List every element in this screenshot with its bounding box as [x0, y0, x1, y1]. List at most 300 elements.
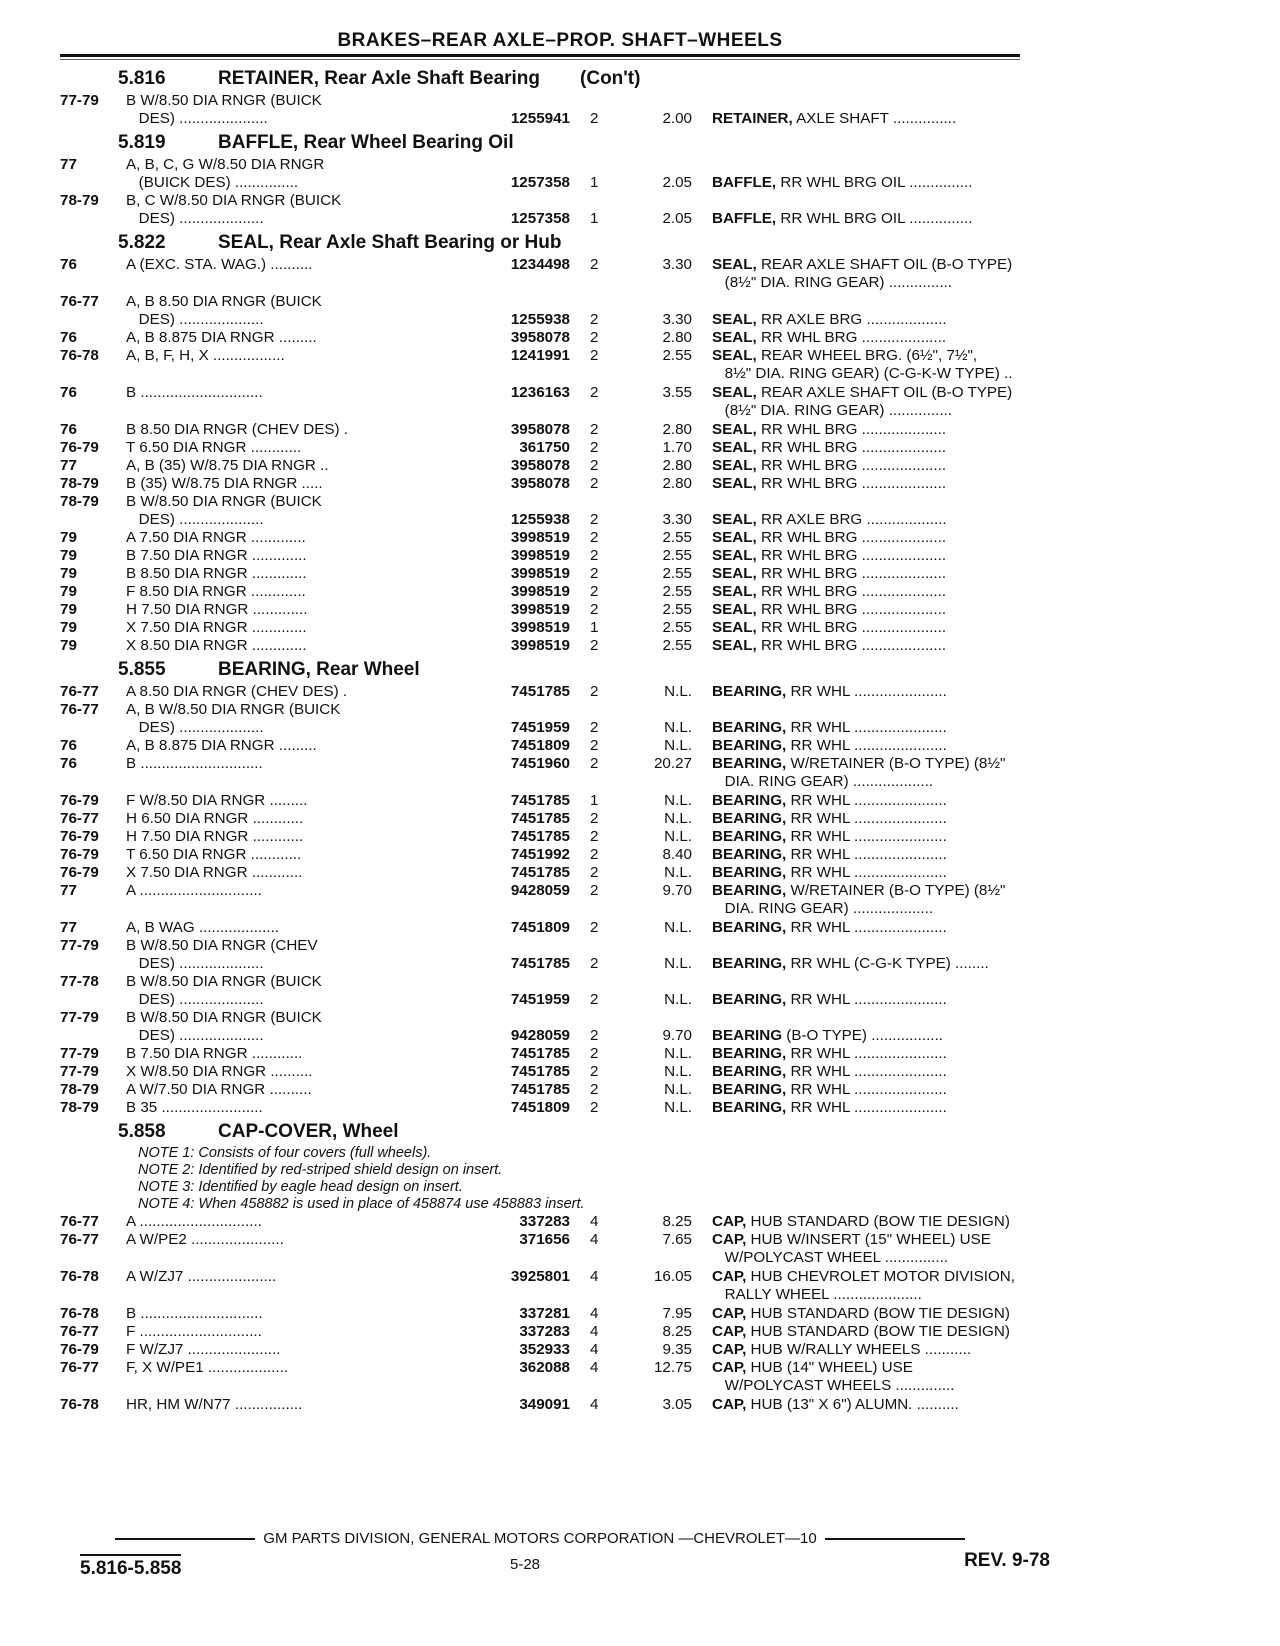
part-number: 361750: [519, 439, 570, 456]
application: A W/7.50 DIA RNGR ..........: [126, 1081, 312, 1098]
part-row: [60, 792, 1020, 810]
part-name-detail: RR WHL (C-G-K TYPE) ........: [786, 955, 989, 972]
model-year: 78-79: [60, 1081, 99, 1098]
part-name: [712, 402, 1084, 420]
part-name-detail: RR WHL ......................: [786, 810, 947, 827]
quantity: 2: [590, 110, 599, 127]
part-name-detail: W/POLYCAST WHEEL ...............: [712, 1249, 949, 1266]
part-row: [60, 365, 1020, 384]
application: A, B W/8.50 DIA RNGR (BUICK: [126, 701, 341, 718]
application: B 8.50 DIA RNGR .............: [126, 565, 307, 582]
application: F 8.50 DIA RNGR .............: [126, 583, 306, 600]
part-row: [60, 174, 1020, 192]
part-name-detail: RR AXLE BRG ...................: [756, 511, 947, 528]
model-year: 76-79: [60, 792, 99, 809]
application: A, B 8.50 DIA RNGR (BUICK: [126, 293, 322, 310]
part-row: [60, 457, 1020, 475]
part-row: [60, 475, 1020, 493]
model-year: 78-79: [60, 192, 99, 209]
part-name-key: SEAL,: [712, 583, 757, 600]
price: 3.30: [662, 311, 692, 328]
part-name: [712, 110, 1084, 128]
model-year: 76: [60, 737, 77, 754]
part-row: [60, 529, 1020, 547]
model-year: 76-78: [60, 347, 99, 364]
part-row: [60, 439, 1020, 457]
price: 2.55: [662, 529, 692, 546]
price: 3.30: [662, 256, 692, 273]
part-name-detail: HUB STANDARD (BOW TIE DESIGN): [746, 1213, 1010, 1230]
model-year: 77-79: [60, 1045, 99, 1062]
price: N.L.: [664, 810, 692, 827]
part-number: 1257358: [510, 210, 570, 227]
price: 2.55: [662, 547, 692, 564]
footer-page-number: 5-28: [510, 1556, 541, 1573]
part-row: [60, 919, 1020, 937]
application: X W/8.50 DIA RNGR ..........: [126, 1063, 313, 1080]
model-year: 76: [60, 256, 77, 273]
part-name-key: BEARING,: [712, 828, 787, 845]
quantity: 2: [590, 311, 599, 328]
part-name: [712, 475, 1084, 493]
section-continued: (Con't): [580, 68, 641, 89]
quantity: 2: [590, 329, 599, 346]
section-title: CAP-COVER, Wheel: [218, 1121, 399, 1142]
price: 3.05: [662, 1396, 692, 1413]
quantity: 2: [590, 637, 599, 654]
part-name-detail: HUB CHEVROLET MOTOR DIVISION,: [746, 1268, 1015, 1285]
part-number: 7451785: [510, 683, 570, 700]
part-name-detail: (B-O TYPE) .................: [782, 1027, 943, 1044]
part-name: [712, 174, 1084, 192]
model-year: 76-79: [60, 439, 99, 456]
application: A W/PE2 ......................: [126, 1231, 284, 1248]
application: DES) ....................: [126, 991, 264, 1008]
part-row: [60, 92, 1020, 110]
part-number: 3998519: [510, 583, 570, 600]
part-number: 1255938: [510, 511, 570, 528]
part-row: [60, 1268, 1020, 1286]
part-name: [712, 991, 1084, 1009]
price: N.L.: [664, 1063, 692, 1080]
part-name-detail: HUB (13" X 6") ALUMN. ..........: [746, 1396, 959, 1413]
part-name: [712, 565, 1084, 583]
part-row: [60, 293, 1020, 311]
model-year: 76-79: [60, 828, 99, 845]
part-name-key: BEARING,: [712, 1099, 787, 1116]
part-row: [60, 828, 1020, 846]
model-year: 77-79: [60, 92, 99, 109]
price: N.L.: [664, 1099, 692, 1116]
section-title: BAFFLE, Rear Wheel Bearing Oil: [218, 132, 514, 153]
part-number: 7451809: [510, 737, 570, 754]
part-name: [712, 210, 1084, 228]
part-name-key: BEARING,: [712, 991, 787, 1008]
section-number: 5.816: [118, 68, 166, 89]
price: 2.55: [662, 601, 692, 618]
model-year: 76-77: [60, 1213, 99, 1230]
application: DES) ....................: [126, 1027, 264, 1044]
part-name: [712, 311, 1084, 329]
part-name: [712, 1323, 1084, 1341]
price: 2.55: [662, 619, 692, 636]
part-row: [60, 493, 1020, 511]
part-name: [712, 828, 1084, 846]
application: X 7.50 DIA RNGR ............: [126, 864, 303, 881]
price: 20.27: [653, 755, 692, 772]
part-name: [712, 773, 1084, 791]
part-name-key: BEARING,: [712, 737, 787, 754]
price: 2.80: [662, 421, 692, 438]
part-row: [60, 1231, 1020, 1249]
part-number: 337281: [519, 1305, 570, 1322]
model-year: 77: [60, 882, 77, 899]
part-name-key: SEAL,: [712, 511, 757, 528]
part-name-key: SEAL,: [712, 347, 757, 364]
part-row: [60, 311, 1020, 329]
part-name-detail: RR WHL BRG OIL ...............: [776, 210, 973, 227]
quantity: 2: [590, 683, 599, 700]
section-heading: [60, 130, 1020, 156]
section-heading: [60, 1119, 1020, 1145]
part-row: [60, 1377, 1020, 1396]
part-name-key: CAP,: [712, 1305, 747, 1322]
part-name: [712, 1045, 1084, 1063]
price: 2.55: [662, 583, 692, 600]
part-row: [60, 737, 1020, 755]
section-heading: [60, 657, 1020, 683]
part-name: [712, 547, 1084, 565]
part-number: 7451785: [510, 864, 570, 881]
application: B (35) W/8.75 DIA RNGR .....: [126, 475, 323, 492]
part-row: [60, 1099, 1020, 1117]
part-row: [60, 583, 1020, 601]
application: X 7.50 DIA RNGR .............: [126, 619, 307, 636]
part-number: 7451992: [510, 846, 570, 863]
application: A .............................: [126, 1213, 262, 1230]
model-year: 77: [60, 156, 77, 173]
part-number: 1257358: [510, 174, 570, 191]
part-name-detail: RR WHL ......................: [786, 1045, 947, 1062]
part-name: [712, 864, 1084, 882]
part-row: [60, 955, 1020, 973]
application: F W/ZJ7 ......................: [126, 1341, 281, 1358]
part-name-key: BEARING,: [712, 919, 787, 936]
part-row: [60, 547, 1020, 565]
part-row: [60, 1249, 1020, 1268]
page-footer: [60, 1530, 1050, 1579]
part-name-key: SEAL,: [712, 329, 757, 346]
part-name-detail: DIA. RING GEAR) ...................: [712, 900, 934, 917]
price: 2.00: [662, 110, 692, 127]
footer-rule-left: [115, 1538, 255, 1540]
part-number: 352933: [519, 1341, 570, 1358]
quantity: 2: [590, 511, 599, 528]
model-year: 76-78: [60, 1268, 99, 1285]
footer-section-range: 5.816-5.858: [80, 1554, 181, 1580]
part-row: [60, 1286, 1020, 1305]
quantity: 2: [590, 991, 599, 1008]
part-name: [712, 792, 1084, 810]
part-name-detail: RR WHL BRG ....................: [756, 475, 947, 492]
quantity: 4: [590, 1268, 599, 1285]
part-row: [60, 210, 1020, 228]
part-row: [60, 719, 1020, 737]
part-name-detail: RR WHL ......................: [786, 1063, 947, 1080]
part-name-key: BEARING,: [712, 1081, 787, 1098]
section-number: 5.822: [118, 232, 166, 253]
part-row: [60, 1359, 1020, 1377]
part-number: 7451785: [510, 955, 570, 972]
part-name: [712, 1231, 1084, 1249]
part-row: [60, 1305, 1020, 1323]
part-number: 7451959: [510, 719, 570, 736]
application: DES) ....................: [126, 210, 264, 227]
application: F W/8.50 DIA RNGR .........: [126, 792, 308, 809]
part-name-detail: REAR WHEEL BRG. (6½", 7½",: [756, 347, 978, 364]
part-name: [712, 810, 1084, 828]
part-name: [712, 737, 1084, 755]
price: 8.25: [662, 1213, 692, 1230]
section-title: RETAINER, Rear Axle Shaft Bearing: [218, 68, 541, 89]
part-name: [712, 365, 1084, 383]
application: H 7.50 DIA RNGR .............: [126, 601, 308, 618]
price: 12.75: [653, 1359, 692, 1376]
part-name-detail: (8½" DIA. RING GEAR) ...............: [712, 402, 952, 419]
part-name-key: BEARING,: [712, 810, 787, 827]
part-name-key: RETAINER,: [712, 110, 793, 127]
part-name-key: SEAL,: [712, 475, 757, 492]
application: A 7.50 DIA RNGR .............: [126, 529, 306, 546]
part-name-detail: HUB STANDARD (BOW TIE DESIGN): [746, 1323, 1010, 1340]
part-row: [60, 565, 1020, 583]
part-name: [712, 529, 1084, 547]
footer-revision: REV. 9-78: [964, 1550, 1050, 1571]
quantity: 2: [590, 439, 599, 456]
part-name-detail: HUB W/INSERT (15" WHEEL) USE: [746, 1231, 991, 1248]
model-year: 77-79: [60, 937, 99, 954]
model-year: 76-77: [60, 1323, 99, 1340]
quantity: 2: [590, 955, 599, 972]
application: F, X W/PE1 ...................: [126, 1359, 289, 1376]
part-name: [712, 457, 1084, 475]
part-name: [712, 955, 1084, 973]
part-row: [60, 110, 1020, 128]
part-number: 3998519: [510, 637, 570, 654]
part-number: 7451785: [510, 828, 570, 845]
part-name-key: BAFFLE,: [712, 174, 777, 191]
application: B W/8.50 DIA RNGR (BUICK: [126, 1009, 322, 1026]
application: A, B, F, H, X .................: [126, 347, 285, 364]
part-name: [712, 637, 1084, 655]
quantity: 2: [590, 1099, 599, 1116]
part-name-key: SEAL,: [712, 384, 757, 401]
part-number: 337283: [519, 1213, 570, 1230]
part-name-key: SEAL,: [712, 601, 757, 618]
part-name: [712, 421, 1084, 439]
price: 9.70: [662, 882, 692, 899]
model-year: 79: [60, 529, 77, 546]
part-name: [712, 1213, 1084, 1231]
quantity: 2: [590, 1045, 599, 1062]
model-year: 79: [60, 565, 77, 582]
part-number: 9428059: [510, 882, 570, 899]
price: N.L.: [664, 1081, 692, 1098]
part-row: [60, 601, 1020, 619]
part-name-detail: RR WHL BRG ....................: [756, 547, 947, 564]
part-name: [712, 274, 1084, 292]
model-year: 76-79: [60, 846, 99, 863]
part-name: [712, 1305, 1084, 1323]
quantity: 4: [590, 1213, 599, 1230]
application: F .............................: [126, 1323, 262, 1340]
price: 1.70: [662, 439, 692, 456]
price: 2.55: [662, 347, 692, 364]
parts-catalog-page: [60, 30, 1020, 1414]
part-name-key: BEARING,: [712, 1063, 787, 1080]
sections-container: [60, 66, 1020, 1414]
part-name-key: SEAL,: [712, 256, 757, 273]
part-name-detail: (8½" DIA. RING GEAR) ...............: [712, 274, 952, 291]
part-name-key: CAP,: [712, 1341, 747, 1358]
model-year: 78-79: [60, 475, 99, 492]
part-name-detail: RR WHL BRG ....................: [756, 583, 947, 600]
part-number: 7451785: [510, 792, 570, 809]
part-row: [60, 347, 1020, 365]
part-name: [712, 583, 1084, 601]
part-name-detail: RR AXLE BRG ...................: [756, 311, 947, 328]
part-row: [60, 156, 1020, 174]
application: H 7.50 DIA RNGR ............: [126, 828, 304, 845]
part-number: 3925801: [510, 1268, 570, 1285]
part-number: 371656: [519, 1231, 570, 1248]
part-number: 7451785: [510, 1045, 570, 1062]
part-name: [712, 511, 1084, 529]
part-number: 7451785: [510, 810, 570, 827]
part-row: [60, 421, 1020, 439]
model-year: 79: [60, 583, 77, 600]
price: N.L.: [664, 719, 692, 736]
quantity: 4: [590, 1305, 599, 1322]
model-year: 79: [60, 619, 77, 636]
part-name-detail: RR WHL BRG ....................: [756, 457, 947, 474]
part-name-detail: RR WHL BRG OIL ...............: [776, 174, 973, 191]
section-notes: [60, 1145, 1020, 1213]
part-name: [712, 1027, 1084, 1045]
part-name-detail: RR WHL BRG ....................: [756, 601, 947, 618]
part-number: 3998519: [510, 619, 570, 636]
quantity: 2: [590, 384, 599, 401]
part-name-detail: RR WHL ......................: [786, 719, 947, 736]
part-name: [712, 329, 1084, 347]
part-name-detail: AXLE SHAFT ...............: [792, 110, 957, 127]
application: HR, HM W/N77 ................: [126, 1396, 303, 1413]
application: B W/8.50 DIA RNGR (BUICK: [126, 493, 322, 510]
application: T 6.50 DIA RNGR ............: [126, 846, 302, 863]
model-year: 76-77: [60, 1231, 99, 1248]
part-row: [60, 701, 1020, 719]
application: B, C W/8.50 DIA RNGR (BUICK: [126, 192, 342, 209]
part-name: [712, 384, 1084, 402]
part-name: [712, 1063, 1084, 1081]
model-year: 79: [60, 637, 77, 654]
part-name-key: SEAL,: [712, 547, 757, 564]
part-row: [60, 900, 1020, 919]
part-row: [60, 1045, 1020, 1063]
application: B 7.50 DIA RNGR .............: [126, 547, 307, 564]
model-year: 77: [60, 457, 77, 474]
header-rule-thin: [60, 59, 1020, 60]
part-number: 362088: [519, 1359, 570, 1376]
part-name-detail: RR WHL ......................: [786, 828, 947, 845]
part-row: [60, 329, 1020, 347]
part-name-detail: RR WHL BRG ....................: [756, 421, 947, 438]
part-number: 337283: [519, 1323, 570, 1340]
price: 2.05: [662, 174, 692, 191]
application: B W/8.50 DIA RNGR (CHEV: [126, 937, 318, 954]
part-name-detail: RALLY WHEEL .....................: [712, 1286, 922, 1303]
model-year: 76: [60, 329, 77, 346]
part-number: 7451785: [510, 1063, 570, 1080]
model-year: 77-78: [60, 973, 99, 990]
part-name-detail: RR WHL ......................: [786, 1081, 947, 1098]
quantity: 2: [590, 347, 599, 364]
application: A .............................: [126, 882, 262, 899]
part-row: [60, 402, 1020, 421]
part-number: 3998519: [510, 565, 570, 582]
part-name: [712, 900, 1084, 918]
quantity: 1: [590, 619, 599, 636]
part-name: [712, 1396, 1084, 1414]
price: 2.55: [662, 637, 692, 654]
model-year: 79: [60, 547, 77, 564]
part-name-detail: RR WHL BRG ....................: [756, 439, 947, 456]
part-row: [60, 846, 1020, 864]
part-row: [60, 937, 1020, 955]
quantity: 2: [590, 1027, 599, 1044]
part-number: 1236163: [510, 384, 570, 401]
part-name: [712, 846, 1084, 864]
part-name-key: BEARING,: [712, 882, 787, 899]
price: N.L.: [664, 955, 692, 972]
part-name: [712, 1268, 1084, 1286]
part-row: [60, 1213, 1020, 1231]
part-row: [60, 1027, 1020, 1045]
part-name-key: BEARING,: [712, 683, 787, 700]
part-row: [60, 192, 1020, 210]
part-name-key: SEAL,: [712, 637, 757, 654]
part-name: [712, 1286, 1084, 1304]
part-name-detail: W/POLYCAST WHEELS ..............: [712, 1377, 955, 1394]
part-name: [712, 919, 1084, 937]
model-year: 76-77: [60, 293, 99, 310]
note-line: NOTE 4: When 458882 is used in place of 458874 use 458883 insert.: [138, 1196, 585, 1212]
part-number: 7451809: [510, 1099, 570, 1116]
model-year: 76-79: [60, 1341, 99, 1358]
model-year: 77-79: [60, 1009, 99, 1026]
part-name: [712, 755, 1084, 773]
part-name-detail: HUB (14" WHEEL) USE: [746, 1359, 913, 1376]
part-name-detail: RR WHL ......................: [786, 864, 947, 881]
part-row: [60, 973, 1020, 991]
part-number: 7451785: [510, 1081, 570, 1098]
quantity: 2: [590, 828, 599, 845]
part-number: 1255941: [510, 110, 570, 127]
part-name-key: SEAL,: [712, 529, 757, 546]
part-name-detail: RR WHL BRG ....................: [756, 329, 947, 346]
quantity: 2: [590, 565, 599, 582]
quantity: 2: [590, 547, 599, 564]
